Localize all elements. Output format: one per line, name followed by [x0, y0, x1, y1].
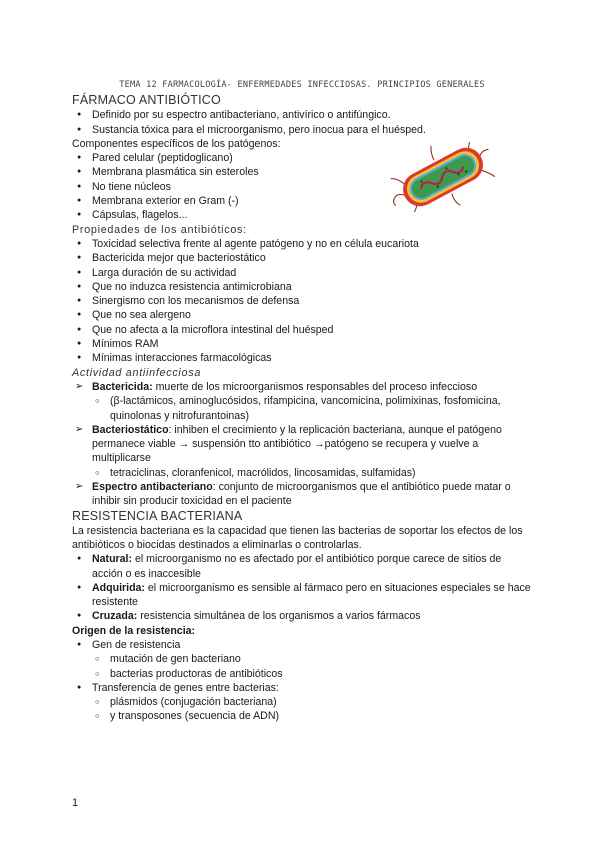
list-item: ● Larga duración de su actividad: [72, 266, 532, 280]
section-heading-farmaco: FÁRMACO ANTIBIÓTICO: [72, 93, 221, 108]
document-title: TEMA 12 FARMACOLOGÍA- ENFERMEDADES INFECCIOSAS. PRINCIPIOS GENERALES: [119, 80, 485, 90]
farmaco-list: [72, 108, 532, 137]
list-item: ● Transferencia de genes entre bacterias:: [72, 681, 532, 695]
resistance-natural: [72, 552, 532, 581]
list-item: ● Mínimos RAM: [72, 337, 532, 351]
resistance-cruzada: [72, 609, 532, 623]
list-item: ● Toxicidad selectiva frente al agente patógeno y no en célula eucariota: [72, 237, 532, 251]
list-item: ● Cápsulas, flagelos...: [72, 208, 532, 222]
term-bactericida: Bactericida:: [92, 380, 153, 393]
list-item: ● Mínimas interacciones farmacológicas: [72, 351, 532, 365]
list-item: ● Definido por su espectro antibacteriano, antivírico o antifúngico.: [72, 108, 532, 122]
list-item: ● Gen de resistencia: [72, 638, 532, 652]
term-cruzada: Cruzada:: [92, 610, 138, 623]
term-adquirida: Adquirida:: [92, 581, 145, 594]
list-item: ● Que no afecta a la microflora intestinal del huésped: [72, 323, 532, 337]
activity-label: Actividad antiinfecciosa: [72, 366, 202, 379]
arrow-bullet-icon: ➢: [75, 380, 84, 392]
term-bacteriostatico: Bacteriostático: [92, 423, 169, 436]
definition-natural: el microorganismo no es afectado por el antibiótico porque carece de sitios de acción o es inaccesible: [92, 553, 502, 580]
definition-cruzada: resistencia simultánea de los organismos a varios fármacos: [137, 610, 421, 623]
bacteria-illustration: [388, 142, 498, 212]
definition-bactericida: muerte de los microorganismos responsables del proceso infeccioso: [152, 380, 478, 393]
activity-item-espectro: [72, 480, 532, 509]
section-heading-resistencia: RESISTENCIA BACTERIANA: [72, 508, 243, 523]
arrow-bullet-icon: ➢: [75, 481, 84, 493]
activity-list: [72, 380, 532, 509]
definition-bacteriostatico: : inhiben el crecimiento y la replicación bacteriana, aunque el patógeno permanece viable → suspensión tto antibiótico →patógeno se recupera y vuelve a multiplicarse: [92, 423, 502, 465]
sub-list-item: ○ bacterias productoras de antibióticos: [72, 667, 532, 681]
list-item: ● Membrana exterior en Gram (-): [72, 194, 532, 208]
list-item: ● Que no induzca resistencia antimicrobiana: [72, 280, 532, 294]
list-item: ● Pared celular (peptidoglicano): [72, 151, 532, 165]
term-natural: Natural:: [92, 553, 133, 566]
definition-adquirida: el microorganismo es sensible al fármaco pero en situaciones especiales se hace resistente: [92, 581, 531, 609]
term-espectro: Espectro antibacteriano: [92, 481, 213, 494]
definition-espectro: : conjunto de microorganismos que el antibiótico puede matar o inhibir sin producir toxicidad en el paciente: [92, 481, 511, 508]
resistance-intro: La resistencia bacteriana es la capacidad que tienen las bacterias de soportar los efectos de los antibióticos o biocidas destinados a eliminarlas o controlarlas.: [72, 524, 523, 551]
properties-label: Propiedades de los antibióticos:: [72, 223, 247, 236]
list-item: ● Sustancia tóxica para el microorganismo, pero inocua para el huésped.: [72, 123, 532, 137]
properties-list: [72, 237, 532, 366]
list-item: ● Que no sea alergeno: [72, 308, 532, 322]
sub-list-item: ○ plásmidos (conjugación bacteriana): [72, 695, 532, 709]
sub-list-item: ○ tetraciclinas, cloranfenicol, macrólidos, lincosamidas, sulfamidas): [72, 466, 532, 480]
page-number: 1: [72, 797, 79, 809]
resistance-types-list: [72, 552, 532, 623]
components-label: Componentes específicos de los patógenos:: [72, 137, 281, 150]
list-item: ● Sinergismo con los mecanismos de defensa: [72, 294, 532, 308]
list-item: ● Membrana plasmática sin esteroles: [72, 165, 532, 179]
activity-item-bactericida: [72, 380, 532, 394]
sub-list-item: ○ (β-lactámicos, aminoglucósidos, rifampicina, vancomicina, polimixinas, fosfomicina, quinolonas y nitrofurantoinas): [72, 394, 532, 423]
sub-list-item: ○ y transposones (secuencia de ADN): [72, 709, 532, 723]
origin-list: [72, 638, 532, 724]
arrow-bullet-icon: ➢: [75, 423, 84, 435]
list-item: ● No tiene núcleos: [72, 180, 532, 194]
resistance-adquirida: [72, 581, 532, 610]
list-item: ● Bactericida mejor que bacteriostático: [72, 251, 532, 265]
activity-item-bacteriostatico: [72, 423, 532, 466]
origin-label: Origen de la resistencia:: [72, 624, 196, 637]
sub-list-item: ○ mutación de gen bacteriano: [72, 652, 532, 666]
